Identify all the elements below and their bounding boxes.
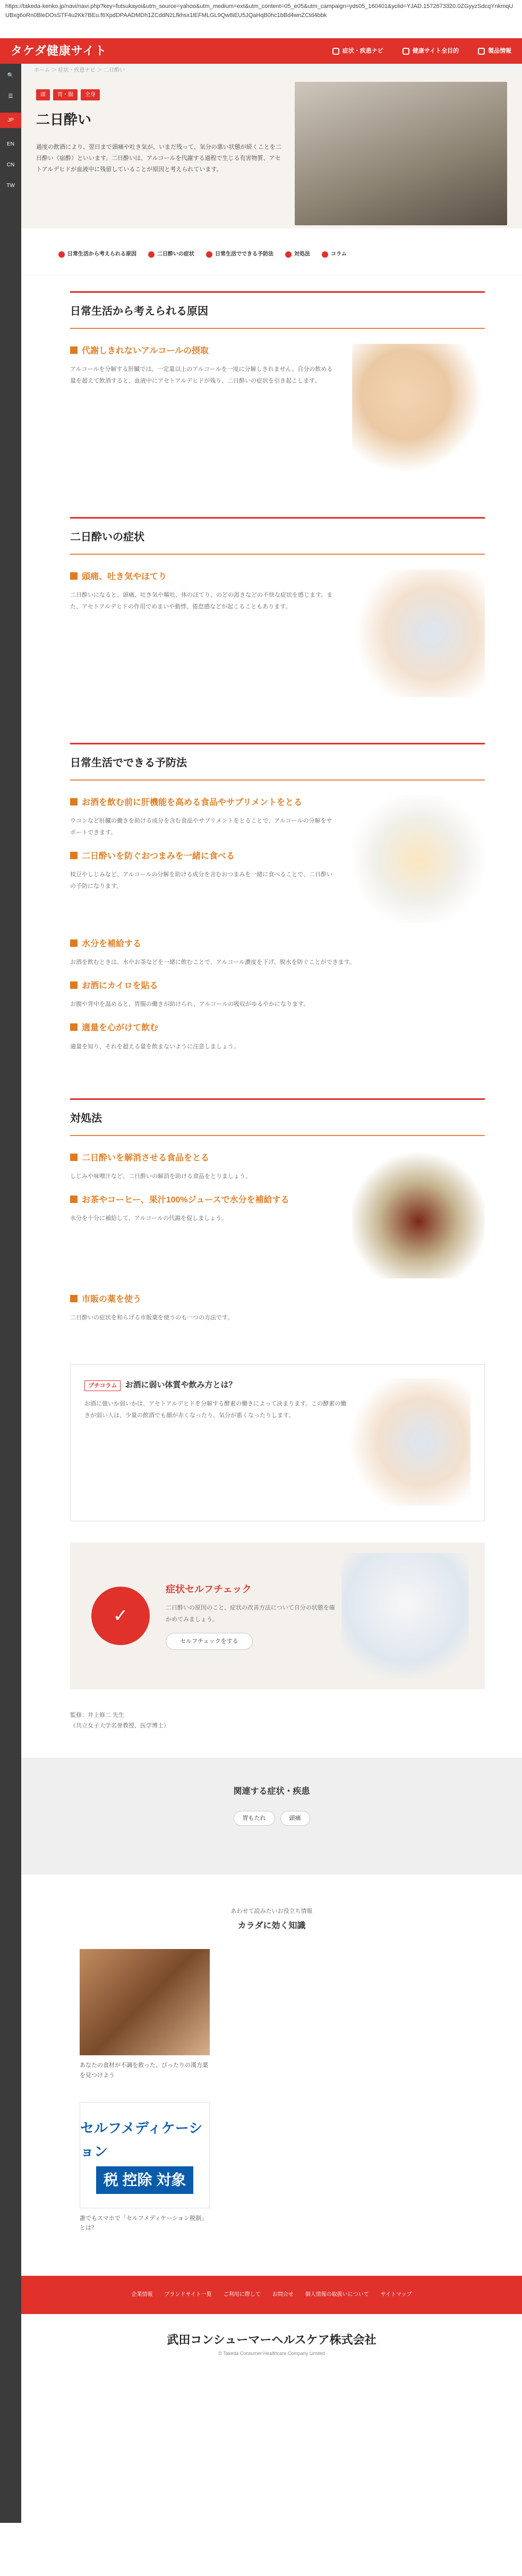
box-icon [478,48,485,55]
related-link[interactable]: 頭痛 [280,1811,310,1826]
kampo-photo [80,1949,210,2055]
item-heading: お茶やコーヒー、果汁100%ジュースで水分を補給する [70,1193,336,1207]
column-illustration [348,1378,470,1506]
square-icon [70,346,78,354]
footer-link[interactable]: ブランドサイト一覧 [164,2292,212,2298]
self-check-banner [70,1543,485,1689]
doctor-photo [341,1553,469,1679]
square-icon [70,1295,78,1302]
item-heading: 二日酔いを防ぐおつまみを一緒に食べる [70,849,336,863]
lang-en[interactable]: EN [7,141,14,147]
item-body: 枝豆やしじみなど、アルコールの分解を助ける成分を含むおつまみを一緒に食べることで、二日酔いの予防になります。 [70,871,333,890]
item-body: ウコンなど肝臓の働きを助ける成分を含む食品やサプリメントをとることで、アルコールの分解をサポートできます。 [70,818,332,836]
nav-product[interactable]: 製品情報 [478,46,511,56]
footer-nav [21,2276,522,2314]
arrow-icon [148,251,155,258]
item-body: 適量を知り、それを超える量を飲まないように注意しましょう。 [70,1043,239,1050]
item-body: 二日酔いの症状を和らげる市販薬を使うのも一つの方法です。 [70,1314,234,1321]
item-heading: 二日酔いを解消させる食品をとる [70,1151,336,1165]
section-title: 対処法 [70,1098,485,1136]
section-title: 二日酔いの症状 [70,517,485,555]
site-header [0,38,522,64]
check-body: 二日酔いの原因のこと、症状の改善方法について自分の状態を確かめてみましょう。 [166,1604,335,1623]
hero-photo [295,82,507,225]
footer-link[interactable]: 企業情報 [131,2292,153,2298]
footer-link[interactable]: お問合せ [272,2292,294,2298]
miso-soup-illustration [352,1151,485,1278]
arrow-icon [322,251,328,258]
milk-edamame-illustration [352,795,485,923]
item-heading: 市販の薬を使う [70,1292,485,1307]
breadcrumb[interactable]: ホーム ＞ 症状・疾患ナビ ＞ 二日酔い [21,64,522,77]
search-icon[interactable]: 🔍 [7,73,14,79]
article-card[interactable]: あなたの食材が不調を救った、びったりの漢方薬を見つけよう [80,1949,210,2080]
footer-link[interactable]: ご利用に際して [223,2292,261,2298]
arrow-icon [58,251,65,258]
toc [21,228,522,275]
related-title: 関連する症状・疾患 [233,1787,310,1797]
tag-body[interactable]: 全身 [81,89,100,100]
footer-link[interactable]: 個人情報の取扱いについて [305,2292,369,2298]
item-body: お腹や背中を温めると、胃腸の働きが助けられ、アルコールの吸収がゆるやかになります。 [70,1001,310,1008]
item-heading: 適量を心がけて飲む [70,1021,485,1035]
section-title: 日常生活から考えられる原因 [70,291,485,329]
check-title: 症状セルフチェック [166,1584,252,1595]
item-heading: お酒を飲む前に肝機能を高める食品やサプリメントをとる [70,795,336,810]
item-body: しじみや味噌汁など、二日酔いの解消を助ける食品をとりましょう。 [70,1173,251,1180]
square-icon [70,1154,78,1161]
item-heading: 代謝しきれないアルコールの摂取 [70,344,336,358]
item-heading: 水分を補給する [70,937,485,951]
nav-symptom[interactable]: 症状・疾患ナビ [332,46,383,56]
more-section: あわせて読みたいお役立ち情報 カラダに効く知識 あなたの食材が不調を救った、びったりの漢方薬を見つけよう セルフメディケーション 税 控除 対象 誰でもスマホで「セルフメディケーション税制」とは？ [21,1875,522,2276]
square-icon [70,1196,78,1203]
item-body: 水分を十分に補給して、アルコールの代謝を促しましょう。 [70,1215,228,1222]
menu-icon[interactable]: ☰ [8,94,13,99]
arrow-icon [206,251,212,258]
square-icon [70,798,78,806]
item-heading: お酒にカイロを貼る [70,979,485,993]
section-prevention [21,727,522,1082]
item-heading: 頭痛、吐き気やほてり [70,570,336,584]
related-section [21,1758,522,1875]
lang-jp[interactable]: JP [0,113,21,128]
self-check-button[interactable]: セルフチェックをする [166,1633,253,1650]
page-title: 二日酔い [36,112,92,128]
column-body: お酒に強いか弱いかは、アセトアルデヒドを分解する酵素の働きによって決まります。この酵素の働きが弱い人は、少量の飲酒でも顔が赤くなったり、気分が悪くなったりします。 [84,1401,347,1419]
more-title: カラダに効く知識 [237,1921,306,1931]
item-body: お酒を飲むときは、水やお茶などを一緒に飲むことで、アルコール濃度を下げ、脱水を防ぐことができます。 [70,959,355,966]
lang-cn[interactable]: CN [6,162,15,168]
address-bar[interactable]: https://takeda-kenko.jp/navi/navi.php?key=futsukayoi&utm_source=yahoo&utm_medium=ext&utm_content=05_e05&utm_campaign=yds05_160401&yclid=YJAD.1572673320.0ZGyyzSdcqYnkmqUUBxg6oRn0BleDOsSTF4u2Kk7BEu.f6XpdDPAADMDh1ZCddN2Lfkhsx1lEFMLGL9Qw8iEU5JQaHqB0hc1bBd4wnZCtd4bbk [0,0,522,38]
toc-item[interactable]: コラム [322,250,347,259]
toc-item[interactable]: 二日酔いの症状 [148,250,194,259]
site-logo[interactable]: タケダ健康サイト [11,44,107,58]
section-symptoms [21,501,522,727]
square-icon [70,1023,78,1031]
drinking-illustration [352,344,485,471]
headache-illustration [352,570,485,697]
footer [21,2314,522,2372]
copyright: © Takeda Consumer Healthcare Company Limited [218,2351,325,2357]
square-icon [70,981,78,989]
article-card[interactable]: セルフメディケーション 税 控除 対象 誰でもスマホで「セルフメディケーション税制」とは？ [80,2102,210,2233]
supervisor: 監修：井上修二 先生 （共立女子大学名誉教授、医学博士） [70,1711,169,1729]
column-box [70,1364,485,1521]
tag-head[interactable]: 頭 [36,89,50,100]
square-icon [70,939,78,947]
item-body: アルコールを分解する肝臓では、一定量以上のアルコールを一度に分解しきれません。自分の飲める量を超えて飲酒すると、血液中にアセトアルデヒドが残り、二日酔いの症状を引き起こします。 [70,366,333,385]
nav-site[interactable]: 健康サイト全目的 [403,46,459,56]
self-medication-logo: セルフメディケーション 税 控除 対象 [80,2102,210,2208]
lang-tw[interactable]: TW [6,183,15,189]
book-icon [403,48,409,55]
item-body: 二日酔いになると、頭痛、吐き気や嘔吐、体のほてり、のどの渇きなどの不快な症状を感じます。また、アセトアルデヒドの作用でめまいや動悸、倦怠感などが起こることもあります。 [70,592,333,611]
section-remedy [21,1082,522,1353]
check-icon: ✓ [91,1587,150,1645]
toc-item[interactable]: 日常生活から考えられる原因 [58,250,136,259]
header-nav [332,46,511,56]
section-causes [21,275,522,501]
tag-stomach[interactable]: 胃・腸 [53,89,78,100]
menu-icon [332,48,339,55]
section-title: 日常生活でできる予防法 [70,743,485,781]
column-title: プチコラム お酒に弱い体質や飲み方とは？ [84,1378,348,1392]
square-icon [70,572,78,580]
lead-text: 過度の飲酒により、翌日まで頭痛や吐き気が、いまだ残って、気分の悪い状態が続くことを二日酔い（宿酔）といいます。二日酔いは、アルコールを代謝する過程で生じる有害物質、アセトアルデヒドが血液中に残留していることが原因と考えられています。 [36,144,281,173]
arrow-icon [285,251,292,258]
side-nav [0,64,21,2523]
corp-name: 武田コンシューマーヘルスケア株式会社 [167,2333,376,2346]
footer-link[interactable]: サイトマップ [380,2292,412,2298]
related-link[interactable]: 胃もたれ [234,1811,275,1826]
toc-item[interactable]: 日常生活でできる予防法 [206,250,273,259]
toc-item[interactable]: 対処法 [285,250,310,259]
square-icon [70,852,78,859]
hero [21,77,522,228]
